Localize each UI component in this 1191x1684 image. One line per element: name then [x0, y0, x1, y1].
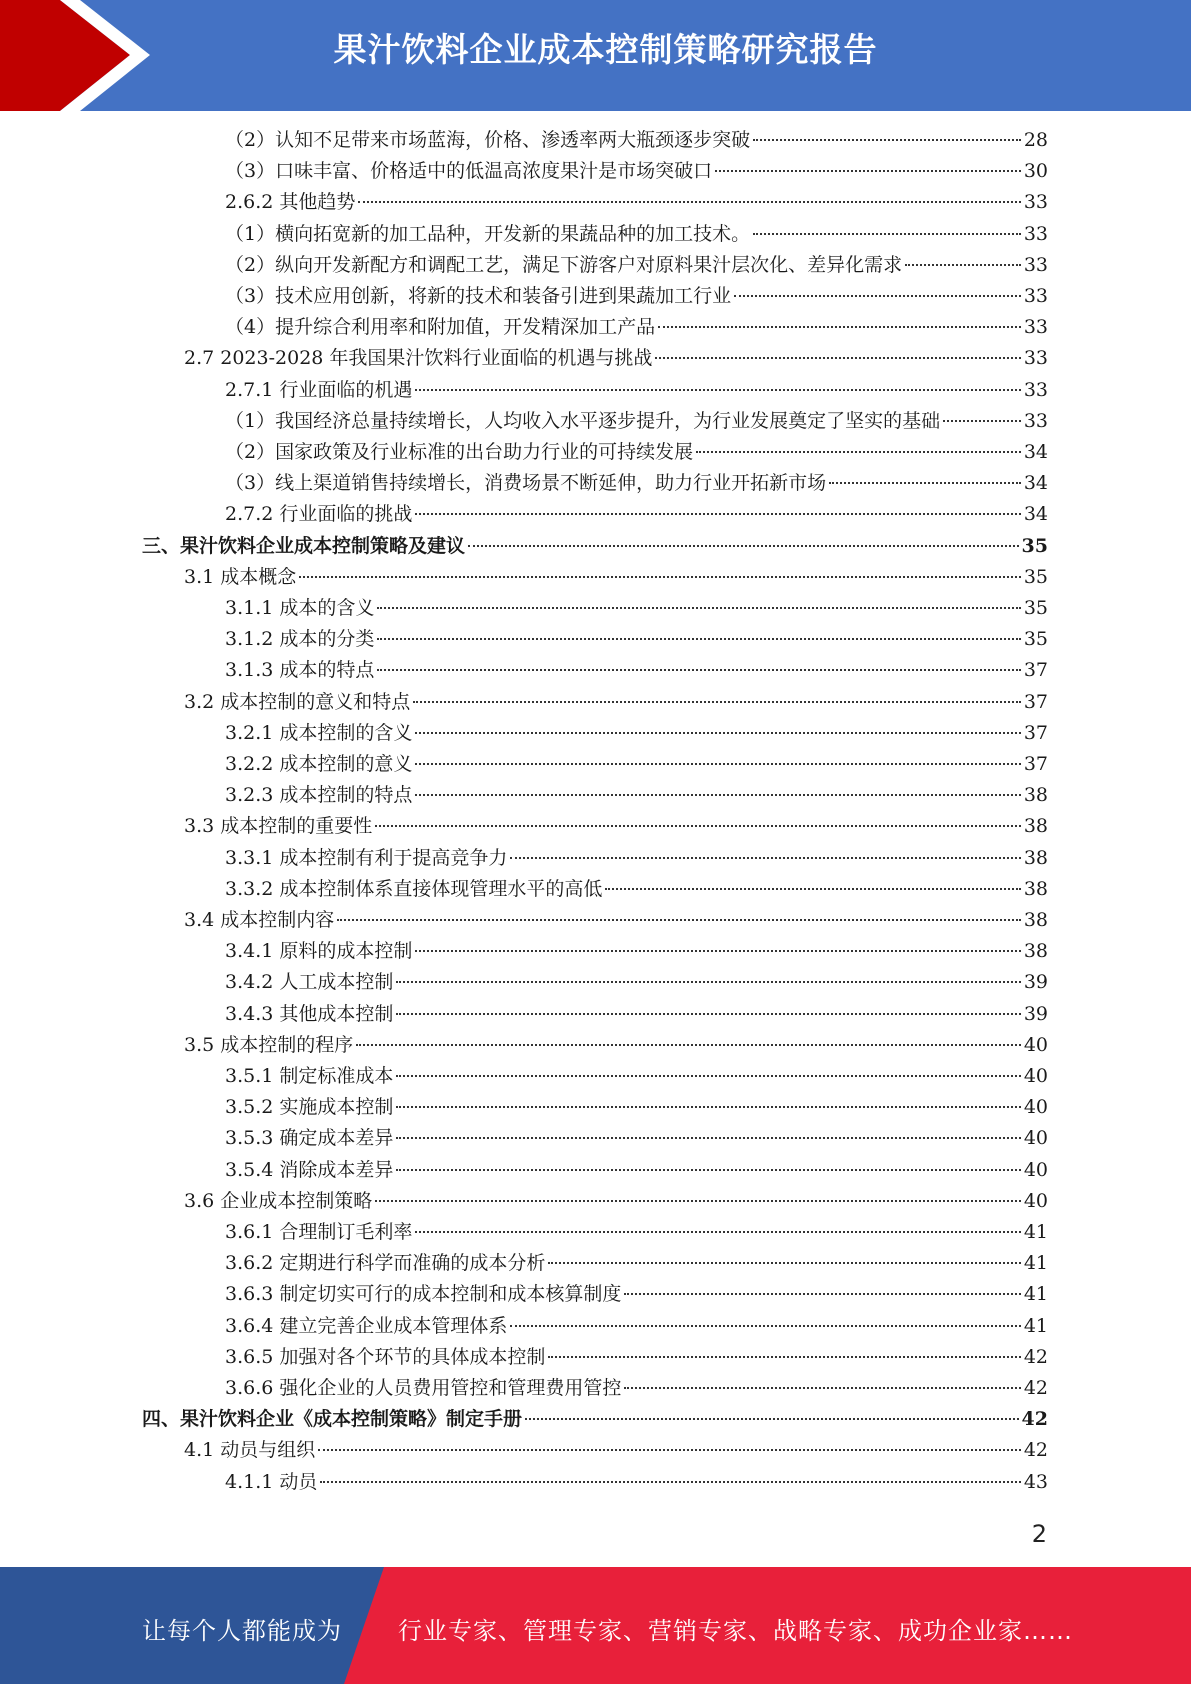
- toc-entry-title: 3.1.1 成本的含义: [225, 597, 375, 619]
- toc-entry-page: 40: [1023, 1127, 1048, 1150]
- toc-entry-title: 三、果汁饮料企业成本控制策略及建议: [142, 534, 466, 557]
- toc-entry-page: 33: [1023, 285, 1048, 307]
- toc-leader-dots: [377, 637, 1020, 640]
- toc-entry[interactable]: [225, 936, 1048, 967]
- toc-entry[interactable]: [225, 312, 1048, 343]
- toc-leader-dots: [415, 1230, 1020, 1233]
- toc-entry-title: 4.1.1 动员: [225, 1470, 318, 1493]
- toc-entry-page: 38: [1023, 784, 1048, 807]
- toc-entry-title: （4）提升综合利用率和附加值，开发精深加工产品: [225, 316, 656, 339]
- toc-leader-dots: [320, 1480, 1020, 1483]
- toc-entry-title: （2）纵向开发新配方和调配工艺，满足下游客户对原料果汁层次化、差异化需求: [225, 253, 903, 276]
- toc-entry[interactable]: [225, 1342, 1048, 1373]
- toc-entry-page: 37: [1023, 753, 1048, 775]
- toc-leader-dots: [415, 731, 1020, 734]
- toc-leader-dots: [510, 856, 1020, 859]
- toc-entry-title: 3.4.3 其他成本控制: [225, 1002, 394, 1025]
- toc-entry-title: 3.5.4 消除成本差异: [225, 1158, 394, 1181]
- toc-entry-title: 3.5.1 制定标准成本: [225, 1065, 394, 1087]
- toc-entry-page: 42: [1021, 1408, 1048, 1431]
- toc-leader-dots: [377, 606, 1020, 609]
- toc-entry-title: 3.6.2 定期进行科学而准确的成本分析: [225, 1252, 546, 1275]
- toc-entry-page: 33: [1023, 222, 1048, 245]
- toc-leader-dots: [734, 294, 1021, 297]
- footer-slogan-right: 行业专家、管理专家、营销专家、战略专家、成功企业家……: [398, 1617, 1073, 1645]
- toc-entry[interactable]: [225, 406, 1048, 437]
- toc-leader-dots: [415, 512, 1020, 515]
- toc-entry-page: 28: [1023, 129, 1048, 151]
- toc-entry-page: 40: [1023, 1189, 1048, 1212]
- toc-leader-dots: [337, 918, 1021, 921]
- toc-entry-page: 35: [1023, 565, 1048, 588]
- toc-entry-page: 33: [1023, 347, 1048, 370]
- toc-leader-dots: [377, 668, 1020, 671]
- toc-entry-title: （1）横向拓宽新的加工品种，开发新的果蔬品种的加工技术。: [225, 222, 751, 245]
- toc-entry-page: 41: [1023, 1314, 1048, 1337]
- toc-entry[interactable]: [225, 468, 1048, 499]
- toc-entry-page: 39: [1023, 971, 1048, 994]
- toc-entry-title: 3.6.3 制定切实可行的成本控制和成本核算制度: [225, 1283, 622, 1306]
- toc-entry[interactable]: [184, 562, 1048, 593]
- toc-entry-page: 41: [1023, 1252, 1048, 1275]
- toc-leader-dots: [396, 1105, 1020, 1108]
- toc-leader-dots: [696, 450, 1021, 453]
- toc-entry-page: 43: [1023, 1470, 1048, 1493]
- toc-entry-page: 33: [1023, 191, 1048, 214]
- toc-entry-title: （2）国家政策及行业标准的出台助力行业的可持续发展: [225, 441, 694, 463]
- toc-entry-title: 3.3.1 成本控制有利于提高竞争力: [225, 846, 508, 869]
- toc-entry[interactable]: [225, 967, 1048, 998]
- toc-entry[interactable]: [142, 531, 1048, 562]
- toc-entry-page: 34: [1023, 441, 1048, 463]
- toc-entry-page: 37: [1023, 690, 1048, 713]
- toc-leader-dots: [318, 1448, 1021, 1451]
- toc-leader-dots: [358, 200, 1020, 203]
- toc-entry[interactable]: [225, 250, 1048, 281]
- toc-leader-dots: [396, 1012, 1020, 1015]
- toc-entry[interactable]: [225, 156, 1048, 187]
- toc-entry-page: 33: [1023, 253, 1048, 276]
- toc-entry[interactable]: [225, 1061, 1048, 1092]
- toc-entry-title: 3.5 成本控制的程序: [184, 1033, 354, 1056]
- toc-entry-title: 3.1 成本概念: [184, 565, 297, 588]
- toc-entry[interactable]: [225, 437, 1048, 468]
- toc-leader-dots: [375, 1199, 1021, 1202]
- toc-entry-page: 30: [1023, 160, 1048, 183]
- toc-entry[interactable]: [225, 593, 1048, 624]
- toc-entry[interactable]: [225, 1311, 1048, 1342]
- toc-entry-page: 40: [1023, 1033, 1048, 1056]
- toc-leader-dots: [715, 169, 1021, 172]
- toc-leader-dots: [415, 762, 1020, 765]
- toc-entry[interactable]: [225, 718, 1048, 749]
- toc-leader-dots: [655, 356, 1020, 359]
- toc-entry-page: 38: [1023, 909, 1048, 931]
- toc-entry-page: 33: [1023, 409, 1048, 432]
- toc-leader-dots: [299, 575, 1021, 578]
- toc-entry-title: 3.6.6 强化企业的人员费用管控和管理费用管控: [225, 1377, 622, 1399]
- toc-entry-title: 3.4.2 人工成本控制: [225, 971, 394, 994]
- page-footer: [0, 1567, 1191, 1684]
- toc-entry[interactable]: [225, 219, 1048, 250]
- toc-leader-dots: [624, 1292, 1020, 1295]
- toc-entry[interactable]: [225, 624, 1048, 655]
- toc-entry[interactable]: [184, 1030, 1048, 1061]
- toc-entry-page: 38: [1023, 877, 1048, 900]
- toc-leader-dots: [548, 1355, 1020, 1358]
- toc-leader-dots: [396, 1136, 1020, 1139]
- toc-entry[interactable]: [225, 843, 1048, 874]
- toc-entry-page: 35: [1021, 534, 1048, 557]
- toc-entry-title: 3.2.3 成本控制的特点: [225, 784, 413, 807]
- toc-entry-page: 39: [1023, 1002, 1048, 1025]
- toc-entry[interactable]: [184, 811, 1048, 842]
- toc-entry-page: 40: [1023, 1065, 1048, 1087]
- toc-entry-page: 34: [1023, 472, 1048, 495]
- toc-entry-page: 33: [1023, 316, 1048, 339]
- toc-entry-title: 3.6.5 加强对各个环节的具体成本控制: [225, 1345, 546, 1368]
- toc-entry-page: 34: [1023, 503, 1048, 526]
- toc-entry-page: 37: [1023, 659, 1048, 682]
- page-number: 2: [1031, 1520, 1047, 1548]
- toc-entry-title: 3.6 企业成本控制策略: [184, 1189, 373, 1212]
- toc-entry-title: 3.3 成本控制的重要性: [184, 815, 373, 838]
- toc-entry-title: 3.1.2 成本的分类: [225, 628, 375, 651]
- toc-leader-dots: [624, 1386, 1020, 1389]
- toc-entry-title: （3）线上渠道销售持续增长，消费场景不断延伸，助力行业开拓新市场: [225, 472, 827, 495]
- toc-entry-title: （1）我国经济总量持续增长，人均收入水平逐步提升，为行业发展奠定了坚实的基础: [225, 409, 941, 432]
- toc-entry-page: 37: [1023, 721, 1048, 744]
- toc-entry[interactable]: [225, 780, 1048, 811]
- toc-entry-title: （3）技术应用创新，将新的技术和装备引进到果蔬加工行业: [225, 285, 732, 307]
- toc-leader-dots: [905, 263, 1021, 266]
- toc-entry[interactable]: [225, 281, 1048, 312]
- toc-entry[interactable]: [225, 1092, 1048, 1123]
- toc-entry[interactable]: [225, 1248, 1048, 1279]
- toc-entry-page: 42: [1023, 1439, 1048, 1462]
- toc-entry-page: 42: [1023, 1377, 1048, 1399]
- toc-entry-title: （3）口味丰富、价格适中的低温高浓度果汁是市场突破口: [225, 160, 713, 183]
- toc-entry-page: 41: [1023, 1221, 1048, 1243]
- toc-entry-title: （2）认知不足带来市场蓝海，价格、渗透率两大瓶颈逐步突破: [225, 129, 751, 151]
- toc-entry-title: 2.6.2 其他趋势: [225, 191, 356, 214]
- toc-entry-title: 四、果汁饮料企业《成本控制策略》制定手册: [142, 1408, 523, 1431]
- toc-entry[interactable]: [225, 999, 1048, 1030]
- toc-entry-title: 3.5.3 确定成本差异: [225, 1127, 394, 1150]
- toc-entry-title: 3.3.2 成本控制体系直接体现管理水平的高低: [225, 877, 603, 900]
- toc-leader-dots: [415, 949, 1020, 952]
- toc-entry[interactable]: [225, 749, 1048, 780]
- toc-entry-page: 40: [1023, 1096, 1048, 1119]
- toc-leader-dots: [396, 1074, 1020, 1077]
- toc-entry-title: 3.5.2 实施成本控制: [225, 1096, 394, 1119]
- toc-leader-dots: [753, 138, 1021, 141]
- toc-entry[interactable]: [225, 125, 1048, 156]
- toc-entry[interactable]: [225, 1467, 1048, 1498]
- toc-entry[interactable]: [225, 375, 1048, 406]
- toc-entry-title: 3.4.1 原料的成本控制: [225, 940, 413, 963]
- toc-entry[interactable]: [225, 187, 1048, 218]
- toc-entry[interactable]: [184, 1435, 1048, 1466]
- toc-entry[interactable]: [184, 343, 1048, 374]
- toc-leader-dots: [753, 232, 1021, 235]
- toc-leader-dots: [413, 700, 1021, 703]
- toc-entry-title: 3.2 成本控制的意义和特点: [184, 690, 411, 713]
- toc-leader-dots: [548, 1261, 1020, 1264]
- toc-entry-page: 40: [1023, 1158, 1048, 1181]
- toc-entry[interactable]: [184, 905, 1048, 936]
- toc-entry-title: 2.7.1 行业面临的机遇: [225, 378, 413, 401]
- toc-entry[interactable]: [184, 1186, 1048, 1217]
- toc-entry[interactable]: [225, 655, 1048, 686]
- toc-entry-title: 2.7.2 行业面临的挑战: [225, 503, 413, 526]
- toc-entry[interactable]: [184, 687, 1048, 718]
- toc-entry-page: 41: [1023, 1283, 1048, 1306]
- toc-entry[interactable]: [225, 1373, 1048, 1404]
- toc-leader-dots: [415, 793, 1020, 796]
- toc-leader-dots: [468, 544, 1019, 547]
- toc-entry[interactable]: [225, 1279, 1048, 1310]
- toc-entry-page: 38: [1023, 846, 1048, 869]
- toc-entry[interactable]: [225, 1123, 1048, 1154]
- toc-entry[interactable]: [225, 1217, 1048, 1248]
- toc-entry-page: 42: [1023, 1345, 1048, 1368]
- toc-leader-dots: [375, 824, 1021, 827]
- toc-entry-title: 3.2.1 成本控制的含义: [225, 721, 413, 744]
- toc-leader-dots: [829, 481, 1021, 484]
- toc-leader-dots: [510, 1324, 1020, 1327]
- toc-leader-dots: [396, 1168, 1020, 1171]
- toc-entry-page: 38: [1023, 940, 1048, 963]
- toc-leader-dots: [356, 1043, 1021, 1046]
- toc-entry-title: 2.7 2023-2028 年我国果汁饮料行业面临的机遇与挑战: [184, 347, 653, 370]
- toc-entry-page: 35: [1023, 597, 1048, 619]
- toc-leader-dots: [396, 980, 1020, 983]
- toc-entry-page: 38: [1023, 815, 1048, 838]
- footer-slogan-left: 让每个人都能成为: [142, 1617, 342, 1645]
- report-title: 果汁饮料企业成本控制策略研究报告: [333, 30, 878, 69]
- toc-leader-dots: [658, 325, 1021, 328]
- toc-entry[interactable]: [225, 874, 1048, 905]
- toc-entry-page: 33: [1023, 378, 1048, 401]
- toc-entry-title: 3.2.2 成本控制的意义: [225, 753, 413, 775]
- toc-leader-dots: [415, 388, 1020, 391]
- toc-entry[interactable]: [142, 1404, 1048, 1435]
- toc-leader-dots: [605, 887, 1020, 890]
- toc-entry-title: 3.4 成本控制内容: [184, 909, 335, 931]
- toc-entry[interactable]: [225, 1155, 1048, 1186]
- toc-entry-page: 35: [1023, 628, 1048, 651]
- toc-leader-dots: [943, 419, 1021, 422]
- toc-leader-dots: [525, 1417, 1019, 1420]
- toc-entry-title: 3.1.3 成本的特点: [225, 659, 375, 682]
- toc-entry-title: 3.6.1 合理制订毛利率: [225, 1221, 413, 1243]
- page-header: [0, 0, 1191, 111]
- toc-entry-title: 4.1 动员与组织: [184, 1439, 316, 1462]
- toc-entry[interactable]: [225, 499, 1048, 530]
- toc-entry-title: 3.6.4 建立完善企业成本管理体系: [225, 1314, 508, 1337]
